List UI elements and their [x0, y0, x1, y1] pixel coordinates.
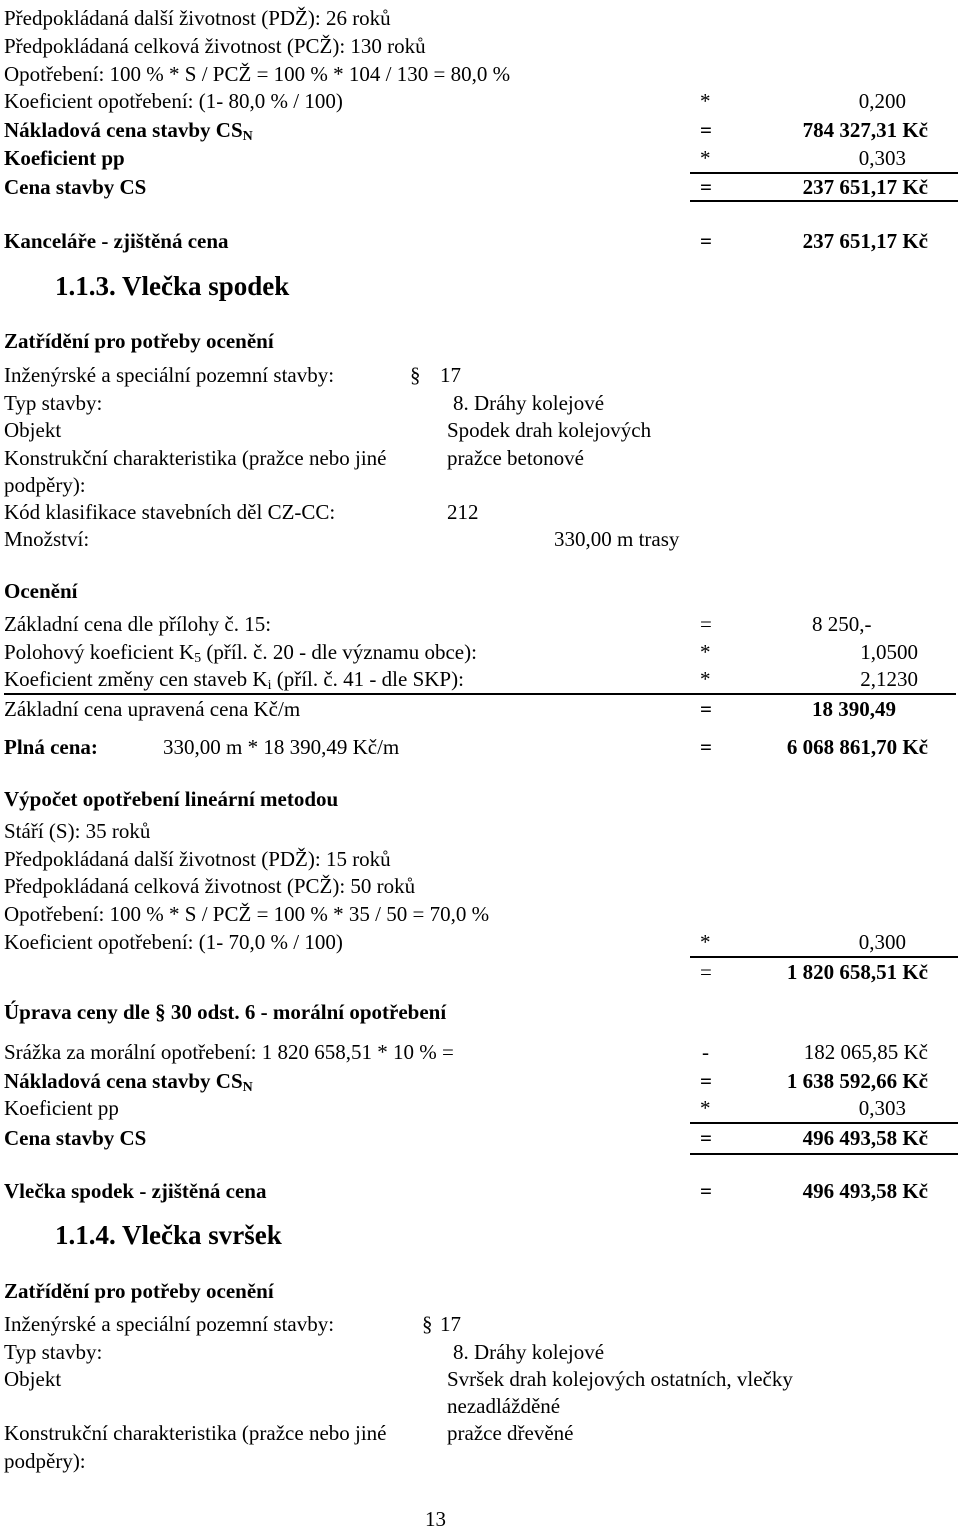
typ-value: 8. Dráhy kolejové — [453, 391, 605, 415]
paragraph-sign: § — [422, 1312, 433, 1336]
kancelare-op: = — [700, 229, 712, 253]
polohovy-koef-op: * — [700, 640, 711, 664]
kancelare-label: Kanceláře - zjištěná cena — [4, 229, 229, 253]
intro-naklad-label: Nákladová cena stavby $CS_N$ — [4, 118, 253, 144]
konstr-value: pražce dřevěné — [447, 1421, 574, 1445]
inz-label: Inženýrské a speciální pozemní stavby: — [4, 363, 335, 387]
kancelare-value: 237 651,17 Kč — [802, 229, 928, 253]
divider — [690, 1153, 958, 1155]
divider — [690, 172, 958, 174]
srazka-label: Srážka za morální opotřebení: 1 820 658,51 * 10 % = — [4, 1040, 454, 1064]
polohovy-koef-value: 1,0500 — [860, 640, 918, 664]
vypocet-heading: Výpočet opotřebení lineární metodou — [4, 787, 339, 811]
zakladni-cena-op: = — [700, 612, 712, 636]
objekt-label: Objekt — [4, 1367, 62, 1391]
pcz: Předpokládaná celková životnost (PCŽ): 50 roků — [4, 874, 416, 898]
zakladni-cena-label: Základní cena dle přílohy č. 15: — [4, 612, 272, 636]
objekt-value-line2: nezadlážděné — [447, 1394, 561, 1418]
objekt-value: Spodek drah kolejových — [447, 418, 652, 442]
intro-pp-value: 0,303 — [858, 146, 906, 170]
oceneni-heading: Ocenění — [4, 579, 78, 603]
intro-pdz: Předpokládaná další životnost (PDŽ): 26 roků — [4, 6, 391, 30]
intro-cs-op: = — [700, 175, 712, 199]
typ-label: Typ stavby: — [4, 1340, 103, 1364]
intro-koef-value: 0,200 — [858, 89, 906, 113]
intro-naklad-op: = — [700, 118, 712, 142]
koef-zmeny-label: Koeficient změny cen staveb $K_i$ (příl. č. 41 - dle SKP): — [4, 667, 464, 693]
upravena-cena-op: = — [700, 697, 712, 721]
pdz: Předpokládaná další životnost (PDŽ): 15 roků — [4, 847, 391, 871]
konstr-label-line2: podpěry): — [4, 1449, 86, 1473]
typ-value: 8. Dráhy kolejové — [453, 1340, 605, 1364]
koef-zmeny-op: * — [700, 667, 711, 691]
koef-opotrebeni-label: Koeficient opotřebení: (1- 70,0 % / 100) — [4, 930, 343, 954]
intro-pp-label: Koeficient pp — [4, 146, 125, 170]
objekt-label: Objekt — [4, 418, 62, 442]
inz-value: 17 — [440, 363, 461, 387]
koef-pp-value: 0,303 — [858, 1096, 906, 1120]
divider — [4, 693, 956, 695]
divider — [690, 200, 958, 202]
inz-label: Inženýrské a speciální pozemní stavby: — [4, 1312, 335, 1336]
upravena-cena-value: 18 390,49 — [812, 697, 896, 721]
section-heading-113: 1.1.3. Vlečka spodek — [55, 271, 290, 301]
vlecka-spodek-cena-op: = — [700, 1179, 712, 1203]
srazka-value: 182 065,85 Kč — [803, 1040, 928, 1064]
naklad-cena-label: Nákladová cena stavby $CS_N$ — [4, 1069, 253, 1095]
zatrideni-heading: Zatřídění pro potřeby ocenění — [4, 1279, 274, 1303]
page-number: 13 — [425, 1507, 446, 1531]
polohovy-koef-label: Polohový koeficient $K_5$ (příl. č. 20 - dle významu obce): — [4, 640, 477, 666]
vlecka-spodek-cena-label: Vlečka spodek - zjištěná cena — [4, 1179, 267, 1203]
koef-pp-label: Koeficient pp — [4, 1096, 119, 1120]
konstr-label-line1: Konstrukční charakteristika (pražce nebo jiné — [4, 446, 387, 470]
objekt-value-line1: Svršek drah kolejových ostatních, vlečky — [447, 1367, 793, 1391]
opotrebeni: Opotřebení: 100 % * S / PCŽ = 100 % * 35 / 50 = 70,0 % — [4, 902, 490, 926]
intro-cs-label: Cena stavby CS — [4, 175, 147, 199]
kod-value: 212 — [447, 500, 479, 524]
konstr-value: pražce betonové — [447, 446, 585, 470]
cena-stavby-label: Cena stavby CS — [4, 1126, 147, 1150]
mezivysledek-op: = — [700, 960, 712, 984]
typ-label: Typ stavby: — [4, 391, 103, 415]
paragraph-sign: § — [155, 1000, 166, 1024]
stari: Stáří (S): 35 roků — [4, 819, 151, 843]
intro-koef-op: * — [700, 89, 711, 113]
vlecka-spodek-cena-value: 496 493,58 Kč — [802, 1179, 928, 1203]
intro-opotrebeni: Opotřebení: 100 % * S / PCŽ = 100 % * 104 / 130 = 80,0 % — [4, 62, 511, 86]
mnozstvi-value: 330,00 m trasy — [554, 527, 680, 551]
divider — [690, 1122, 958, 1124]
koef-zmeny-value: 2,1230 — [860, 667, 918, 691]
plna-cena-value: 6 068 861,70 Kč — [786, 735, 928, 759]
naklad-cena-value: 1 638 592,66 Kč — [786, 1069, 928, 1093]
zatrideni-heading: Zatřídění pro potřeby ocenění — [4, 329, 274, 353]
paragraph-sign: § — [410, 363, 421, 387]
intro-pcz: Předpokládaná celková životnost (PCŽ): 130 roků — [4, 34, 426, 58]
upravena-cena-label: Základní cena upravená cena Kč/m — [4, 697, 301, 721]
koef-opotrebeni-value: 0,300 — [858, 930, 906, 954]
naklad-cena-op: = — [700, 1069, 712, 1093]
mnozstvi-label: Množství: — [4, 527, 90, 551]
koef-opotrebeni-op: * — [700, 930, 711, 954]
plna-cena-label: Plná cena: — [4, 735, 98, 759]
zakladni-cena-value: 8 250,- — [812, 612, 872, 636]
intro-naklad-value: 784 327,31 Kč — [802, 118, 928, 142]
intro-cs-value: 237 651,17 Kč — [802, 175, 928, 199]
inz-value: 17 — [440, 1312, 461, 1336]
plna-cena-expression: 330,00 m * 18 390,49 Kč/m — [163, 735, 400, 759]
section-heading-114: 1.1.4. Vlečka svršek — [55, 1220, 282, 1250]
uprava-ceny-heading: Úprava ceny dle § 30 odst. 6 - morální opotřebení — [4, 1000, 447, 1024]
mezivysledek-value: 1 820 658,51 Kč — [786, 960, 928, 984]
intro-koef-label: Koeficient opotřebení: (1- 80,0 % / 100) — [4, 89, 343, 113]
konstr-label-line1: Konstrukční charakteristika (pražce nebo jiné — [4, 1421, 387, 1445]
srazka-op: - — [702, 1040, 709, 1064]
koef-pp-op: * — [700, 1096, 711, 1120]
cena-stavby-value: 496 493,58 Kč — [802, 1126, 928, 1150]
konstr-label-line2: podpěry): — [4, 473, 86, 497]
intro-pp-op: * — [700, 146, 711, 170]
divider — [690, 956, 958, 958]
cena-stavby-op: = — [700, 1126, 712, 1150]
kod-label: Kód klasifikace stavebních děl CZ-CC: — [4, 500, 336, 524]
plna-cena-op: = — [700, 735, 712, 759]
